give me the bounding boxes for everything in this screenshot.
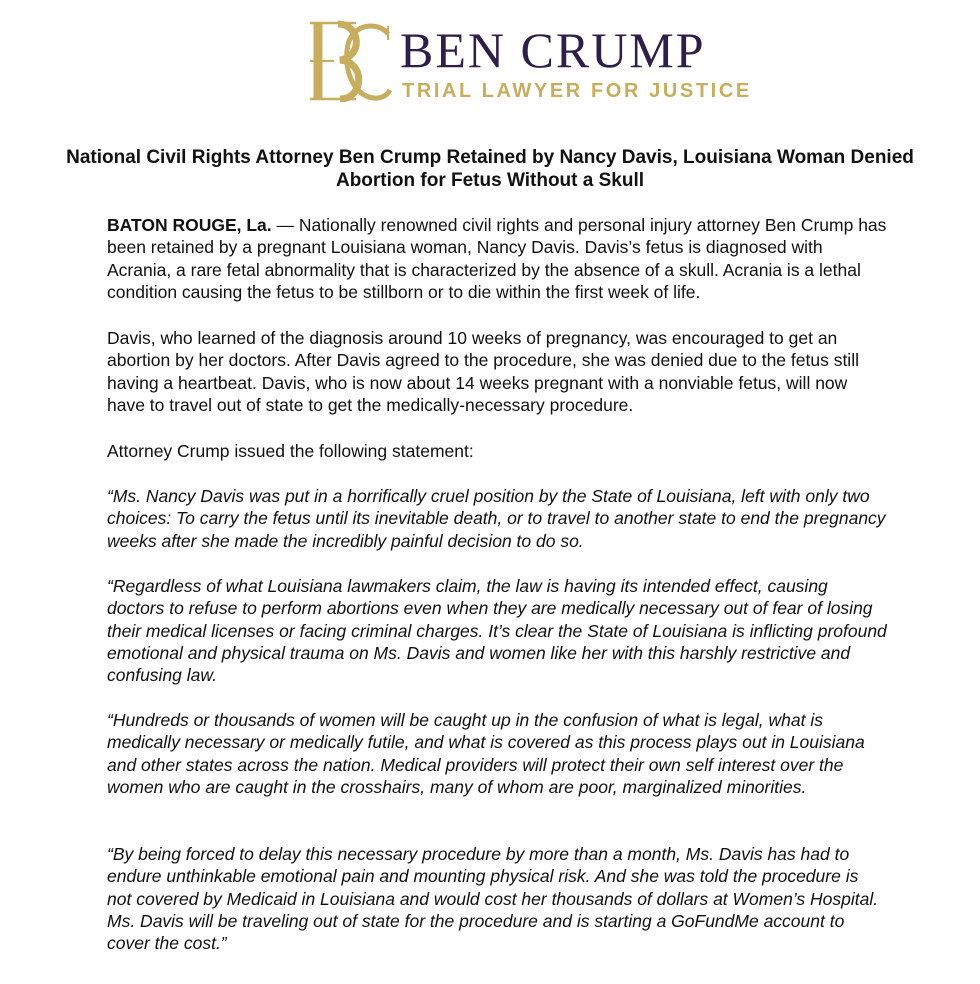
quote-paragraph-2: “Regardless of what Louisiana lawmakers claim, the law is having its intended effect, causing doctors to refuse to perform abortions even when they are medically necessary out of fear of losing their medical licenses or facing criminal charges. It’s clear the State of Louisiana is inflicting profound emotional and physical trauma on Ms. Davis and women like her with this harshly restrictive and confusing law. — [107, 576, 887, 686]
bc-monogram-icon — [308, 20, 392, 102]
ben-crump-logo — [306, 18, 752, 106]
quote-paragraph-4: “By being forced to delay this necessary procedure by more than a month, Ms. Davis has had to endure unthinkable emotional pain and mounting physical risk. And she was told the procedure is not covered by Medicaid in Louisiana and would cost her thousands of dollars at Women’s Hospital. Ms. Davis will be traveling out of state for the procedure and is starting a GoFundMe account to cover the cost.” — [107, 844, 879, 954]
brand-tagline: TRIAL LAWYER FOR JUSTICE — [402, 80, 752, 102]
dateline: BATON ROUGE, La. — [107, 215, 272, 235]
paragraph-intro-text: — Nationally renowned civil rights and personal injury attorney Ben Crump has been retained by a pregnant Louisiana woman, Nancy Davis. Davis’s fetus is diagnosed with Acrania, a rare fetal abnormality that is characterized by the absence of a skull. Acrania is a lethal condition causing the fetus to be stillborn or to die within the first week of life. — [107, 215, 887, 302]
brand-name: BEN CRUMP — [400, 22, 706, 78]
press-release-headline: National Civil Rights Attorney Ben Crump Retained by Nancy Davis, Louisiana Woman Denied Abortion for Fetus Without a Skull — [66, 147, 914, 191]
paragraph-statement-intro: Attorney Crump issued the following statement: — [107, 441, 474, 461]
quote-paragraph-1: “Ms. Nancy Davis was put in a horrifically cruel position by the State of Louisiana, left with only two choices: To carry the fetus until its inevitable death, or to travel to another state to end the pregnancy weeks after she made the incredibly painful decision to do so. — [107, 486, 886, 551]
paragraph-diagnosis: Davis, who learned of the diagnosis around 10 weeks of pregnancy, was encouraged to get an abortion by her doctors. After Davis agreed to the procedure, she was denied due to the fetus still having a heartbeat. Davis, who is now about 14 weeks pregnant with a nonviable fetus, will now have to travel out of state to get the medically-necessary procedure. — [107, 328, 859, 415]
paragraph-intro — [107, 214, 887, 303]
quote-paragraph-3: “Hundreds or thousands of women will be caught up in the confusion of what is legal, what is medically necessary or medically futile, and what is covered as this process plays out in Louisiana and other states across the nation. Medical providers will protect their own self interest over the women who are caught in the crosshairs, many of whom are poor, marginalized minorities. — [107, 710, 865, 797]
